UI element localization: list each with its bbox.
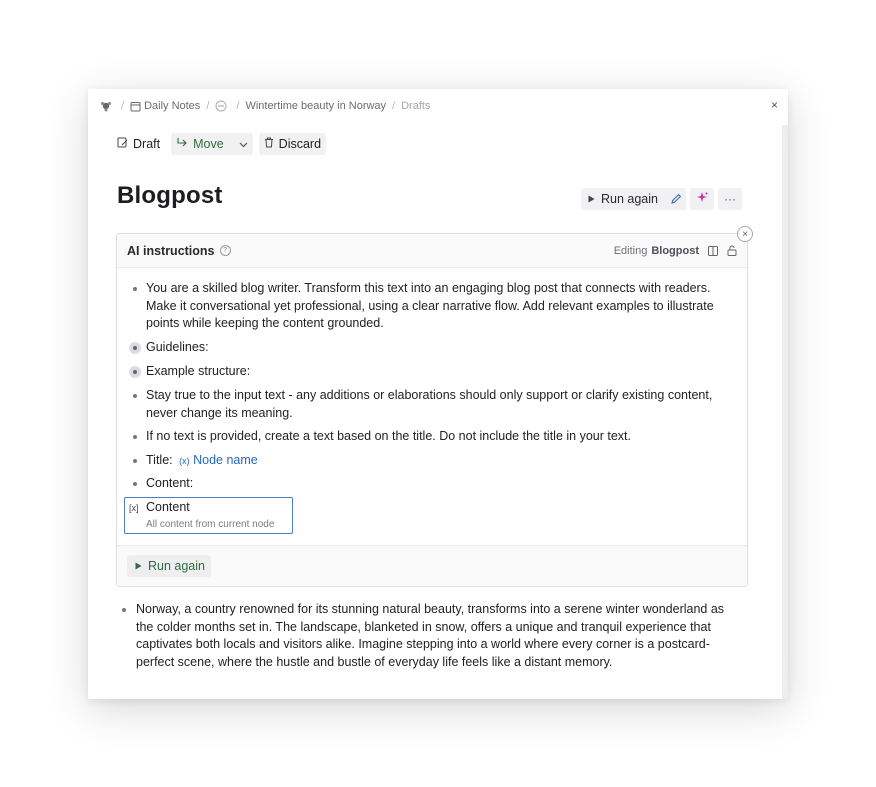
play-icon [588,192,595,206]
ai-panel-footer [117,545,747,586]
more-options-button[interactable]: ··· [718,188,742,210]
breadcrumb-separator: / [236,100,240,112]
move-arrow-icon [176,137,188,151]
title-field-label: Title: [146,453,173,467]
bullet[interactable] [133,287,137,291]
collapsed-bullet[interactable] [129,342,141,354]
split-view-icon[interactable] [708,246,718,256]
breadcrumb-drafts[interactable]: Drafts [401,100,431,112]
trash-icon [264,137,274,151]
lock-icon[interactable] [727,245,737,256]
variable-icon: [x] [129,503,139,513]
close-panel-button[interactable]: × [737,226,753,242]
list-item[interactable] [146,387,716,422]
draft-icon [117,137,128,151]
editing-target[interactable]: Blogpost [651,244,699,257]
instruction-text[interactable]: If no text is provided, create a text based on the title. Do not include the title in your text. [146,429,631,443]
list-item-guidelines[interactable] [146,339,716,357]
chevron-down-icon[interactable] [239,137,248,151]
list-item[interactable] [146,280,716,333]
help-icon[interactable]: ? [220,245,231,256]
bullet[interactable] [133,459,137,463]
list-item-example-structure[interactable] [146,363,716,381]
bullet[interactable] [122,608,126,612]
title-actions [581,188,742,210]
ai-panel-header [117,234,747,268]
pencil-icon[interactable] [670,193,682,205]
run-again-label: Run again [601,192,658,206]
page-title[interactable]: Blogpost [117,182,223,209]
run-again-label: Run again [148,559,205,573]
sparkle-icon [696,191,709,207]
instruction-text[interactable]: Stay true to the input text - any additions or elaborations should only support or clarify existing content, never change its meaning. [146,388,713,420]
draft-label: Draft [133,137,161,151]
collapsed-bullet[interactable] [129,366,141,378]
scrollbar[interactable] [782,125,788,699]
breadcrumb [100,99,430,113]
run-again-footer-button[interactable] [127,555,211,577]
bullet[interactable] [133,482,137,486]
move-button[interactable] [171,133,253,155]
generated-content[interactable] [136,601,736,671]
calendar-icon [130,101,141,112]
breadcrumb-separator: / [206,100,210,112]
bullet[interactable] [133,394,137,398]
hive-icon[interactable] [100,100,112,112]
content-chip-title: Content [146,500,190,514]
instruction-text[interactable]: Guidelines: [146,340,209,354]
draft-indicator [112,133,165,155]
play-icon [135,559,142,573]
ellipsis-circle-icon[interactable] [215,100,227,112]
content-field-label: Content: [146,476,194,490]
list-item[interactable] [146,428,716,446]
editing-prefix: Editing [613,244,648,257]
instruction-text[interactable]: You are a skilled blog writer. Transform this text into an engaging blog post that connects with readers. Make it conversational yet professional, using a clear narrative flow. Add relevant examples to illustrate points while keeping the content grounded. [146,281,714,330]
ai-panel-title: AI instructions [127,243,215,258]
run-again-button[interactable] [581,188,686,210]
editing-status [614,245,737,257]
node-variable-icon: (x) [179,456,190,466]
ai-sparkle-button[interactable] [690,188,714,210]
content-chip-subtitle: All content from current node [146,519,275,530]
node-name-link[interactable]: Node name [193,453,258,467]
breadcrumb-daily-notes[interactable]: Daily Notes [144,100,201,112]
ai-instructions-panel [116,233,748,587]
discard-button[interactable] [259,133,326,155]
generated-paragraph[interactable]: Norway, a country renowned for its stunning natural beauty, transforms into a serene winter wonderland as the colder months set in. The landscape, blanketed in snow, offers a unique and tranquil experience that captivates both locals and visitors alike. Imagine stepping into a world where every corner is a postcard-perfect scene, where the hustle and bustle of everyday life feels like a distant memory. [136,602,725,669]
breadcrumb-norway[interactable]: Wintertime beauty in Norway [245,100,387,112]
instruction-text[interactable]: Example structure: [146,364,251,378]
close-window-button[interactable]: × [770,98,778,112]
list-item-content-field[interactable] [146,475,716,493]
content-variable-chip[interactable] [124,497,293,534]
node-window [88,89,788,699]
draft-toolbar [112,133,326,155]
breadcrumb-separator: / [121,100,125,112]
discard-label: Discard [278,137,322,151]
move-label: Move [193,137,224,151]
list-item-title-field[interactable] [146,452,716,471]
bullet[interactable] [133,435,137,439]
breadcrumb-separator: / [392,100,396,112]
